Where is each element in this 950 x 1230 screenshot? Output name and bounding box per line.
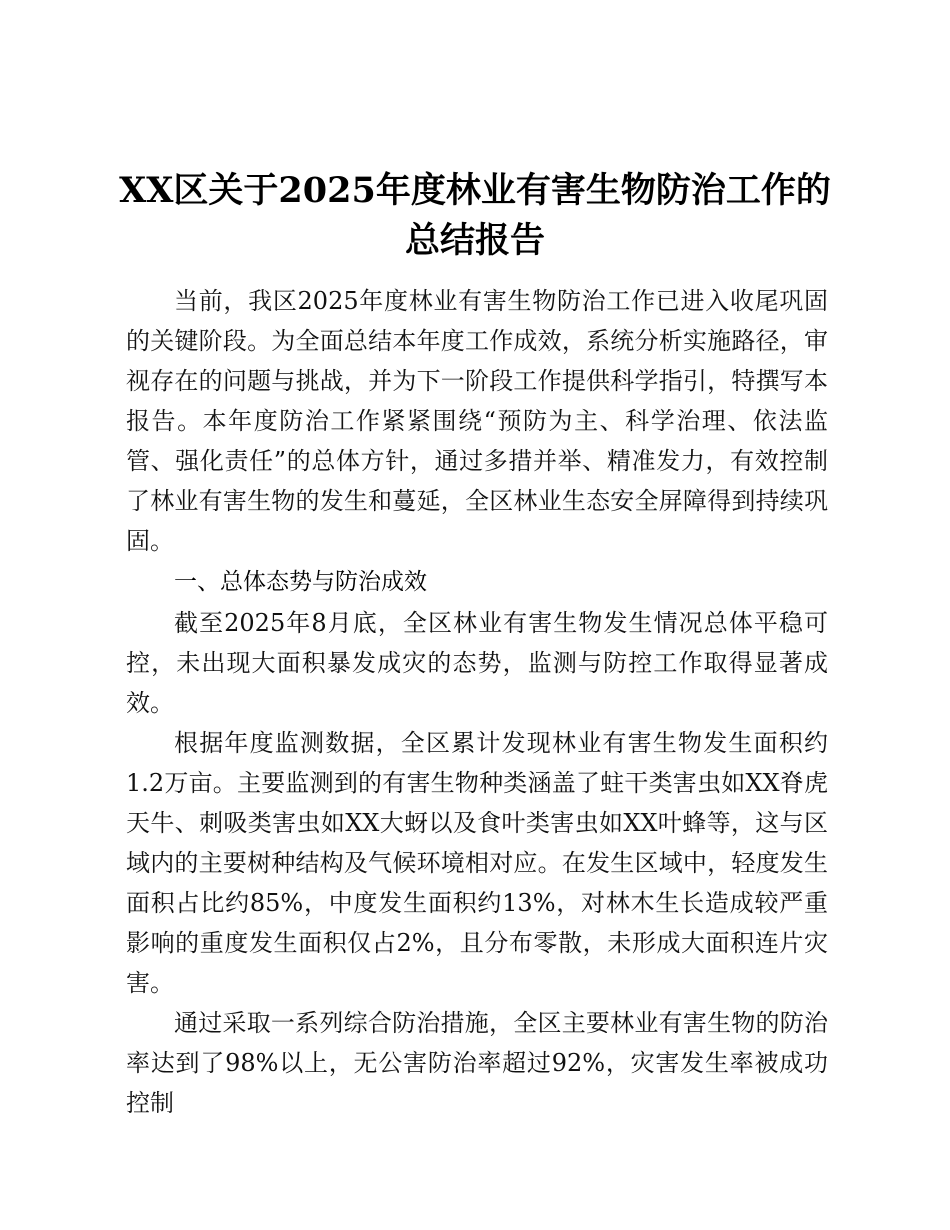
intro-paragraph: 当前，我区2025年度林业有害生物防治工作已进入收尾巩固的关键阶段。为全面总结本年度工作成效，系统分析实施路径，审视存在的问题与挑战，并为下一阶段工作提供科学指引，特撰写本报告。本年度防治工作紧紧围绕“预防为主、科学治理、依法监管、强化责任”的总体方针，通过多措并举、精准发力，有效控制了林业有害生物的发生和蔓延，全区林业生态安全屏障得到持续巩固。	[126, 287, 828, 555]
paragraph-measures: 通过采取一系列综合防治措施，全区主要林业有害生物的防治率达到了98%以上，无公害防治率超过92%，灾害发生率被成功控制	[126, 1009, 828, 1117]
paragraph-monitoring: 根据年度监测数据，全区累计发现林业有害生物发生面积约1.2万亩。主要监测到的有害生物种类涵盖了蛀干类害虫如XX脊虎天牛、刺吸类害虫如XX大蚜以及食叶类害虫如XX叶蜂等，这与区域内的主要树种结构及气候环境相对应。在发生区域中，轻度发生面积占比约85%，中度发生面积约13%，对林木生长造成较严重影响的重度发生面积仅占2%，且分布零散，未形成大面积连片灾害。	[126, 729, 828, 997]
paragraph-overview: 截至2025年8月底，全区林业有害生物发生情况总体平稳可控，未出现大面积暴发成灾的态势，监测与防控工作取得显著成效。	[126, 609, 828, 717]
title-line-1: XX区关于2025年度林业有害生物防治工作的	[119, 170, 831, 211]
document-title	[100, 166, 850, 266]
section-heading: 一、总体态势与防治成效	[174, 569, 427, 595]
document-body	[126, 281, 828, 1123]
title-line-2: 总结报告	[404, 220, 545, 261]
